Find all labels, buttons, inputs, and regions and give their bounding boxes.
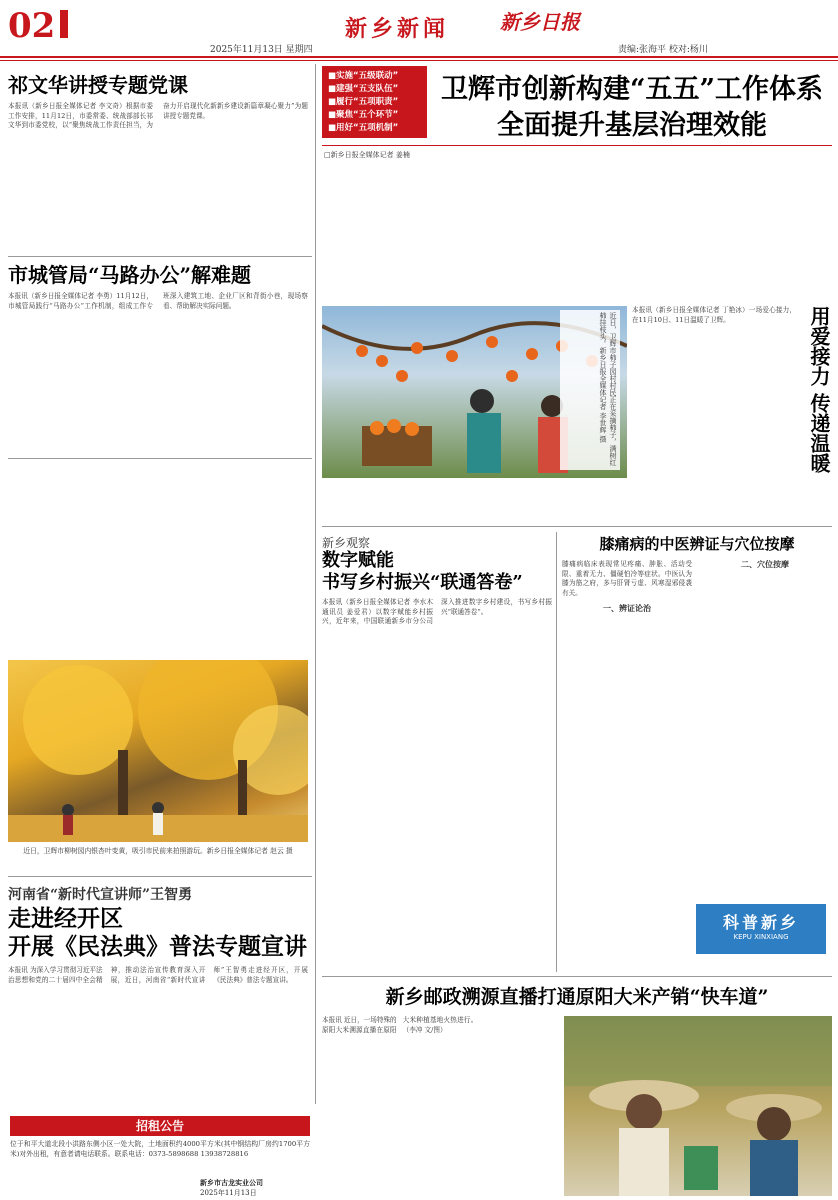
- ad-text: 位于和平大道北段小洪路东侧小区一处大院，土地面积约4000平方米(其中钢结构厂房约1700平方米)对外出租，有意者请电话联系。联系电话：0373-5898688 13938728816: [10, 1140, 310, 1158]
- article-kicker-xinxiang: 新乡观察: [322, 536, 371, 550]
- article-body-youzheng: [322, 1016, 558, 1196]
- article-lead: 本报讯 为深入学习贯彻习近平法治思想和党的二十届四中全会精神，推动法治宣传教育深入开展，近日，河南省“新时代宣讲师”王智勇走进经开区，开展《民法典》普法专题宣讲。: [8, 966, 308, 984]
- continuation-body: [8, 464, 308, 654]
- ad-company: 新乡市古龙实业公司: [200, 1178, 263, 1187]
- header-rule: [0, 56, 838, 58]
- kepu-title: 科普新乡: [722, 913, 799, 932]
- kepu-badge: [696, 904, 826, 954]
- tag-item: ■履行“五项职责”: [328, 97, 399, 107]
- article-title-chengguan: 市城管局“马路办公”解难题: [8, 263, 252, 287]
- tag-item: ■建强“五支队伍”: [328, 84, 399, 94]
- main-headline-line2: 全面提升基层治理效能: [497, 110, 767, 141]
- article-body-liantong: [322, 598, 552, 970]
- article-title-line1: 走进经开区: [8, 905, 123, 932]
- ad-title: 招租公告: [10, 1116, 310, 1136]
- tag-item: ■用好“五项机制”: [328, 123, 399, 133]
- rice-photo-svg: [564, 1016, 832, 1196]
- article-title-line1: 数字赋能: [322, 550, 394, 571]
- photo-caption-ginkgo: 近日，卫辉市柳树园内银杏叶变黄，吸引市民前来拍照游玩。新乡日报全媒体记者 赵云 摄: [23, 847, 293, 855]
- divider: [322, 976, 832, 977]
- main-headline-line1: 卫辉市创新构建“五五”工作体系: [440, 74, 824, 105]
- article-body-aixin: [632, 306, 796, 524]
- subhead-anmo: 二、穴位按摩: [741, 560, 789, 569]
- ginkgo-photo: [8, 660, 308, 842]
- issue-date: 2025年11月13日 星期四: [210, 45, 313, 55]
- article-lead: 本报讯（新乡日报全媒体记者 丁艳冰）一场爱心接力，在11月10日、11日温暖了卫辉。: [632, 306, 796, 324]
- main-byline: □新乡日报全媒体记者 姜楠: [324, 151, 410, 159]
- header-rule-thin: [0, 60, 838, 61]
- main-body: [322, 162, 832, 300]
- article-title-xitong: 膝痛病的中医辨证与穴位按摩: [599, 535, 795, 553]
- article-kicker-wangzhiyong: 河南省“新时代宣讲师”王智勇: [8, 887, 193, 903]
- article-lead: 本报讯（新乡日报全媒体记者 李勇）11月12日，市城管局践行“马路办公”工作机制，组成工作专班深入建筑工地、企业厂区和背街小巷，现场察看、帮助解决实际问题。: [8, 292, 308, 310]
- column-divider: [556, 532, 557, 972]
- kepu-subtitle: KEPU XINXIANG: [733, 933, 789, 941]
- tag-item: ■实施“五级联动”: [328, 71, 399, 81]
- divider: [8, 876, 312, 877]
- ginkgo-photo-svg: [8, 660, 308, 842]
- main-divider: [322, 145, 832, 146]
- photo-caption-persimmon: 近日，卫辉市柿子园村村民正在采摘柿子，满树红柿挂枝头。新乡日报全媒体记者 李世辉 摄: [560, 310, 620, 470]
- header-accent-bar: [60, 10, 68, 38]
- highlight-tag-box: [322, 66, 427, 138]
- section-title: 新乡新闻: [345, 16, 450, 42]
- article-lead: 本报讯（新乡日报全媒体记者 李水木 通讯员 姜爱君）以数字赋能乡村振兴，近年来，中国联通新乡市分公司深入推进数字乡村建设，书写乡村振兴“联通答卷”。: [322, 598, 552, 625]
- column-divider: [315, 64, 316, 1104]
- article-body-chengguan: [8, 292, 308, 452]
- article-body-qiwenhua: [8, 102, 308, 252]
- article-title-vertical-aixin: 用爱接力 传递温暖: [807, 306, 831, 473]
- article-lead: 本报讯 近日，一场特殊的原阳大米溯源直播在原阳大米种植基地火热进行。: [322, 1016, 478, 1034]
- article-body-xitong-col2: [698, 560, 832, 900]
- divider: [8, 256, 312, 257]
- article-body-xitong-col1: [562, 560, 692, 960]
- article-title-youzheng: 新乡邮政溯源直播打通原阳大米产销“快车道”: [385, 986, 769, 1008]
- article-lead: 本报讯（新乡日报全媒体记者 李文奇）根据市委工作安排，11月12日，市委常委、统战部部长祁文华到市委党校，以“聚焦统战工作责任担当，为奋力开启现代化新新乡建设新篇章凝心聚力”为题讲授专题党课。: [8, 102, 308, 129]
- subhead-bianzheng: 一、辨证论治: [603, 603, 651, 613]
- tag-item: ■聚焦“五个环节”: [328, 110, 399, 120]
- rice-livestream-photo: [564, 1016, 832, 1196]
- article-lead: 膝痛病临床表现常见疼痛、肿胀、活动受限、重着无力、僵硬怕冷等症状。中医认为膝为筋之府，多与肝肾亏虚、风寒湿邪侵袭有关。: [562, 560, 692, 597]
- page-number: 02: [8, 6, 56, 46]
- divider: [322, 526, 832, 527]
- paper-logo: 新乡日报: [500, 10, 580, 34]
- article-title-line2: 开展《民法典》普法专题宣讲: [8, 933, 307, 960]
- divider: [8, 458, 312, 459]
- editor-line: 责编:张海平 校对:杨川: [618, 45, 708, 55]
- ad-date: 2025年11月13日: [200, 1189, 257, 1197]
- article-title-qiwenhua: 祁文华讲授专题党课: [8, 73, 188, 97]
- article-title-line2: 书写乡村振兴“联通答卷”: [322, 572, 523, 593]
- article-byline: （李冲 文/图）: [402, 1025, 447, 1034]
- article-body-wangzhiyong: [8, 966, 308, 1108]
